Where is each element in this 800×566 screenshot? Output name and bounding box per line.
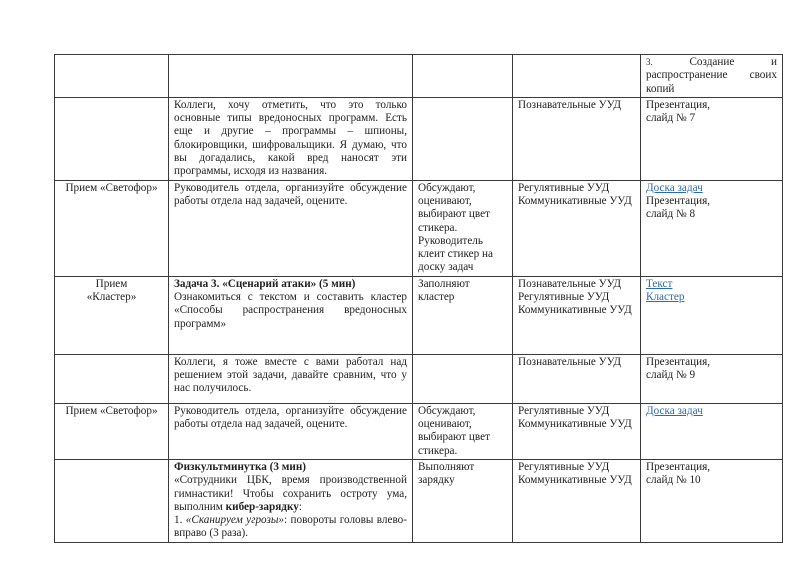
content-cell <box>169 276 413 354</box>
table-row <box>55 459 783 542</box>
table-row <box>55 354 783 403</box>
exercise-step: 1. «Сканируем угрозы»: повороты головы влево-вправо (3 раза). <box>174 514 408 540</box>
table-row <box>55 97 783 180</box>
uud-item: Коммуникативные УУД <box>518 474 632 487</box>
text-link[interactable]: Текст <box>646 277 673 290</box>
uud-item: Регулятивные УУД <box>518 404 610 417</box>
resources-cell <box>641 276 783 354</box>
content-cell: Руководитель отдела, организуйте обсуждение работы отдела над задачей, оцените. <box>169 403 413 459</box>
exercise-intro: «Сотрудники ЦБК, время производственной гимнастики! Чтобы сохранить остроту ума, выполним <box>174 474 407 513</box>
resource-text: Презентация, <box>646 460 711 473</box>
uud-item: Коммуникативные УУД <box>518 418 632 431</box>
resource-text: слайд № 8 <box>646 208 696 221</box>
uud-item: Коммуникативные УУД <box>518 194 632 207</box>
resource-text: Презентация, <box>646 98 711 111</box>
technique-cell: Прием «Светофор» <box>55 180 169 276</box>
resources-cell <box>641 459 783 542</box>
students-cell: Выполняют зарядку <box>413 459 513 542</box>
technique-cell <box>55 276 169 354</box>
uud-cell <box>513 459 641 542</box>
list-item-line: 3. Создание и <box>646 56 777 68</box>
uud-item: Коммуникативные УУД <box>518 304 632 317</box>
resource-text: слайд № 10 <box>646 474 701 487</box>
students-cell: Обсуждают, оценивают, выбирают цвет стикера. <box>413 403 513 459</box>
students-cell <box>413 354 513 403</box>
technique-text: «Кластер» <box>86 291 137 304</box>
uud-item: Познавательные УУД <box>518 277 622 290</box>
punctuation: : <box>298 500 302 513</box>
content-cell: Коллеги, я тоже вместе с вами работал над решением этой задачи, давайте сравним, что у нас получилось. <box>169 354 413 403</box>
uud-cell <box>513 97 641 180</box>
resources-cell <box>641 55 783 98</box>
technique-cell: Прием «Светофор» <box>55 403 169 459</box>
cluster-link[interactable]: Кластер <box>646 291 685 304</box>
list-item-line: копий <box>646 82 675 95</box>
technique-cell <box>55 459 169 542</box>
task-description: Ознакомиться с текстом и составить кластер «Способы распространения вредоносных программ» <box>174 291 407 330</box>
exercise-bold-term: кибер-зарядку <box>225 500 299 513</box>
uud-item: Познавательные УУД <box>518 98 622 111</box>
resource-text: слайд № 9 <box>646 369 696 382</box>
table-row <box>55 180 783 276</box>
resources-cell <box>641 354 783 403</box>
content-cell: Руководитель отдела, организуйте обсуждение работы отдела над задачей, оцените. <box>169 180 413 276</box>
students-cell <box>413 55 513 98</box>
students-cell <box>413 97 513 180</box>
resource-text: Презентация, <box>646 194 711 207</box>
technique-cell <box>55 97 169 180</box>
technique-cell <box>55 55 169 98</box>
students-cell: Обсуждают, оценивают, выбирают цвет стикера. Руководитель клеит стикер на доску задач <box>413 180 513 276</box>
uud-cell <box>513 354 641 403</box>
lesson-plan-table <box>54 54 783 543</box>
uud-cell <box>513 180 641 276</box>
uud-item: Регулятивные УУД <box>518 460 610 473</box>
table-row <box>55 403 783 459</box>
technique-cell <box>55 354 169 403</box>
uud-cell <box>513 403 641 459</box>
task-board-link[interactable]: Доска задач <box>646 181 703 194</box>
resource-text: слайд № 7 <box>646 112 696 125</box>
content-cell <box>169 55 413 98</box>
uud-cell <box>513 55 641 98</box>
table-row <box>55 55 783 98</box>
content-cell <box>169 459 413 542</box>
resources-cell <box>641 180 783 276</box>
uud-item: Регулятивные УУД <box>518 291 610 304</box>
table-row <box>55 276 783 354</box>
uud-item: Познавательные УУД <box>518 355 622 368</box>
technique-text: Прием <box>95 277 128 290</box>
resources-cell <box>641 97 783 180</box>
uud-cell <box>513 276 641 354</box>
list-item-line: распространение своих <box>646 69 777 82</box>
task-board-link[interactable]: Доска задач <box>646 404 703 417</box>
resources-cell <box>641 403 783 459</box>
exercise-title: Физкультминутка (3 мин) <box>174 460 307 473</box>
content-cell: Коллеги, хочу отметить, что это только основные типы вредоносных программ. Есть еще и другие – программы – шпионы, блокировщики, шифровальщики. Я думаю, что вы догадались, какой вред наносят эти программы, исходя из названия. <box>169 97 413 180</box>
uud-item: Регулятивные УУД <box>518 181 610 194</box>
resource-text: Презентация, <box>646 355 711 368</box>
students-cell: Заполняют кластер <box>413 276 513 354</box>
task-title: Задача 3. «Сценарий атаки» (5 мин) <box>174 277 356 290</box>
